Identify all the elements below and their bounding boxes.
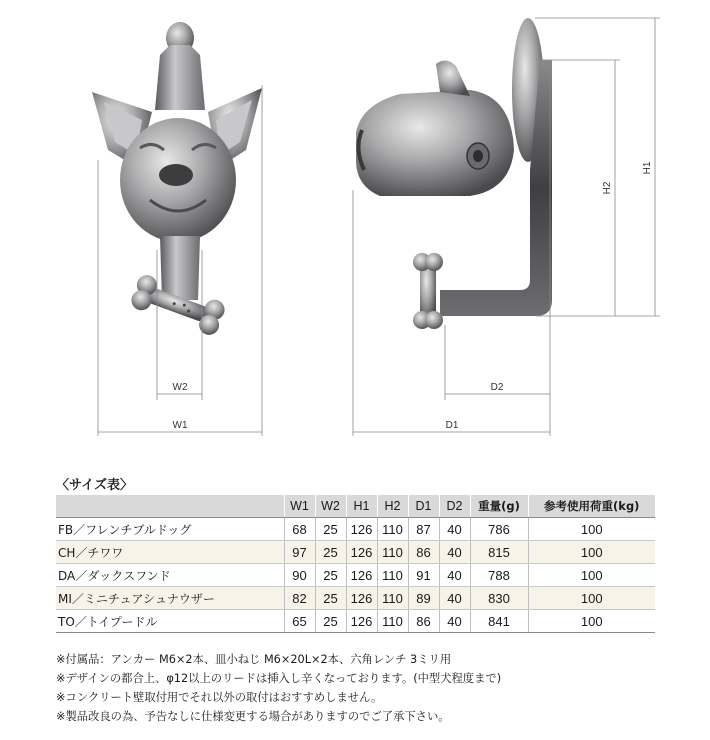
dimension-h2-label: H2 <box>602 181 613 195</box>
cell-load: 100 <box>528 541 655 564</box>
header-w1: W1 <box>284 495 315 518</box>
note-spec-change: ※製品改良の為、予告なしに仕様変更する場合がありますのでご了承下さい。 <box>56 710 450 723</box>
cell-d1: 86 <box>408 610 439 633</box>
dimension-d2-label: D2 <box>490 382 504 393</box>
cell-d2: 40 <box>439 541 470 564</box>
cell-w2: 25 <box>315 541 346 564</box>
cell-d1: 89 <box>408 587 439 610</box>
cell-load: 100 <box>528 587 655 610</box>
cell-d2: 40 <box>439 564 470 587</box>
dimension-w2-label: W2 <box>172 382 188 393</box>
header-h2: H2 <box>377 495 408 518</box>
cell-h1: 126 <box>346 587 377 610</box>
cell-h1: 126 <box>346 564 377 587</box>
header-w2: W2 <box>315 495 346 518</box>
row-name: DA／ダックスフンド <box>56 564 284 587</box>
dimension-w1-label: W1 <box>172 420 188 431</box>
header-weight: 重量(g) <box>470 495 528 518</box>
cell-weight: 841 <box>470 610 528 633</box>
cell-w1: 90 <box>284 564 315 587</box>
cell-weight: 815 <box>470 541 528 564</box>
cell-load: 100 <box>528 610 655 633</box>
cell-weight: 830 <box>470 587 528 610</box>
size-table-header <box>56 495 655 518</box>
cell-w1: 97 <box>284 541 315 564</box>
cell-h2: 110 <box>377 587 408 610</box>
note-concrete-wall: ※コンクリート壁取付用でそれ以外の取付はおすすめしません。 <box>56 691 383 704</box>
header-name <box>56 495 284 518</box>
cell-w1: 68 <box>284 518 315 541</box>
cell-h2: 110 <box>377 518 408 541</box>
cell-w1: 82 <box>284 587 315 610</box>
header-load: 参考使用荷重(kg) <box>528 495 655 518</box>
cell-d2: 40 <box>439 587 470 610</box>
cell-h2: 110 <box>377 610 408 633</box>
cell-w2: 25 <box>315 587 346 610</box>
cell-load: 100 <box>528 518 655 541</box>
cell-weight: 786 <box>470 518 528 541</box>
notes <box>56 650 501 726</box>
side-dimension-lines <box>353 18 660 436</box>
cell-h2: 110 <box>377 541 408 564</box>
table-row <box>56 610 655 633</box>
note-lead-size: ※デザインの都合上、φ12以上のリードは挿入し辛くなっております。(中型犬程度まで) <box>56 672 502 685</box>
cell-d2: 40 <box>439 610 470 633</box>
row-name: MI／ミニチュアシュナウザー <box>56 587 284 610</box>
cell-load: 100 <box>528 564 655 587</box>
cell-h1: 126 <box>346 541 377 564</box>
cell-weight: 788 <box>470 564 528 587</box>
cell-w2: 25 <box>315 518 346 541</box>
size-table <box>56 495 655 633</box>
table-row <box>56 541 655 564</box>
note-accessories: ※付属品：アンカー M6×2本、皿小ねじ M6×20L×2本、六角レンチ 3ミリ用 <box>56 653 452 666</box>
row-name: CH／チワワ <box>56 541 284 564</box>
row-name: TO／トイプードル <box>56 610 284 633</box>
cell-h1: 126 <box>346 610 377 633</box>
table-row <box>56 587 655 610</box>
cell-w2: 25 <box>315 610 346 633</box>
dimension-d1-label: D1 <box>445 420 459 431</box>
cell-d1: 86 <box>408 541 439 564</box>
cell-w2: 25 <box>315 564 346 587</box>
cell-d1: 87 <box>408 518 439 541</box>
cell-d1: 91 <box>408 564 439 587</box>
front-view-hook <box>92 22 262 338</box>
cell-w1: 65 <box>284 610 315 633</box>
size-table-title: 〈サイズ表〉 <box>56 478 133 493</box>
cell-h2: 110 <box>377 564 408 587</box>
header-d1: D1 <box>408 495 439 518</box>
header-d2: D2 <box>439 495 470 518</box>
cell-h1: 126 <box>346 518 377 541</box>
table-row <box>56 518 655 541</box>
table-row <box>56 564 655 587</box>
dimension-h1-label: H1 <box>642 161 653 175</box>
header-h1: H1 <box>346 495 377 518</box>
row-name: FB／フレンチブルドッグ <box>56 518 284 541</box>
side-view-hook <box>356 18 552 329</box>
cell-d2: 40 <box>439 518 470 541</box>
